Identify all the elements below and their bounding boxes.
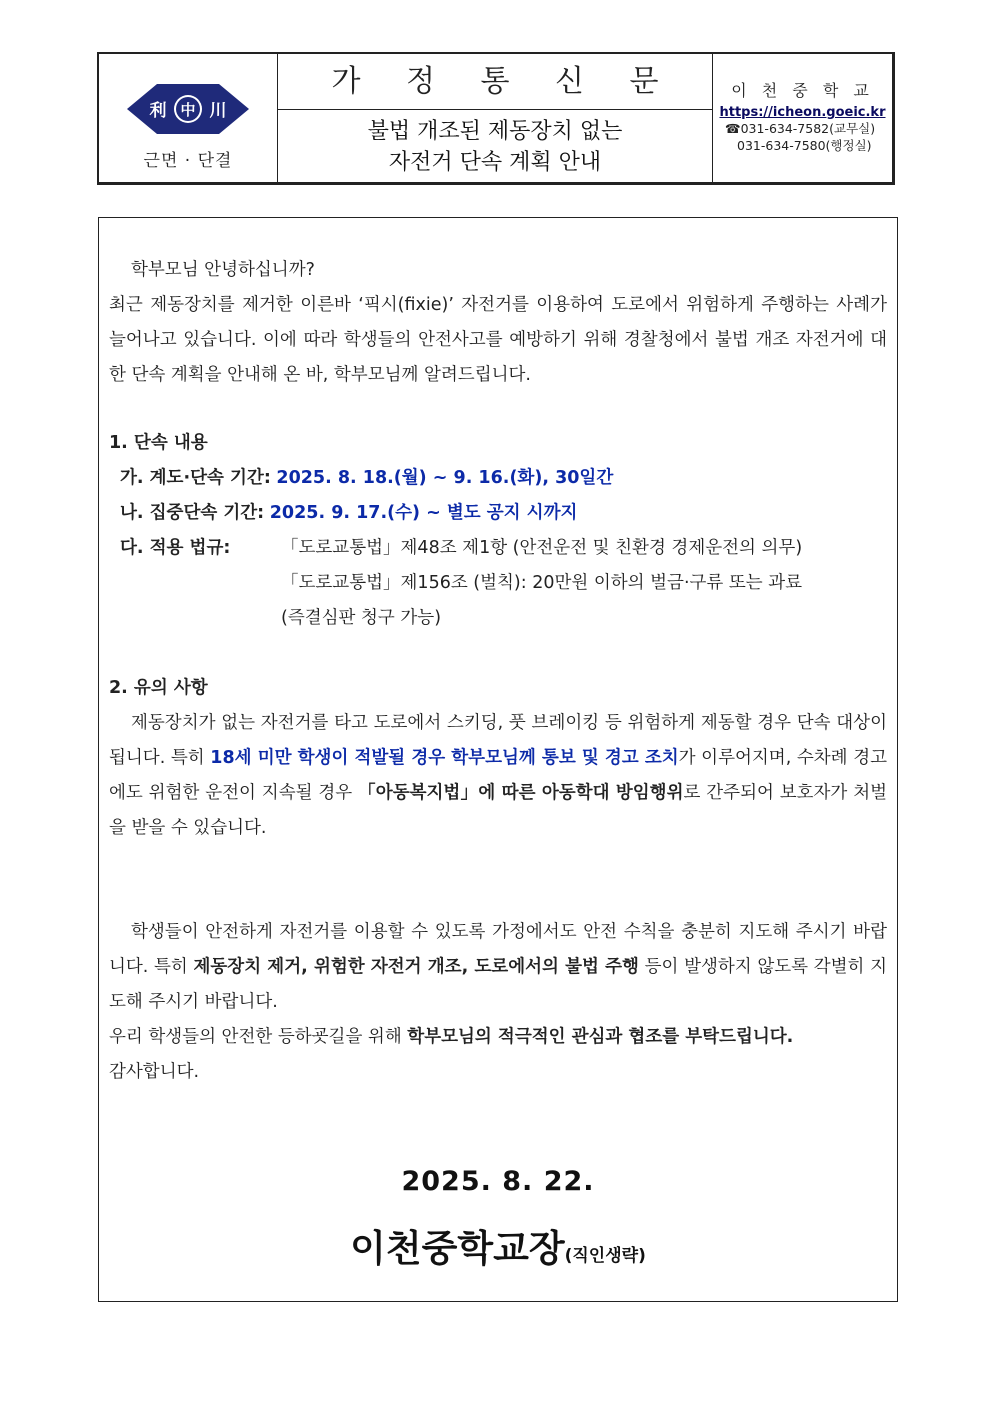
request-highlight: 학부모님의 적극적인 관심과 협조를 부탁드립니다. [407, 1027, 794, 1047]
greeting: 학부모님 안녕하십니까? [131, 260, 315, 280]
law-line-3: (즉결심판 청구 가능) [281, 608, 442, 628]
item-c-label: 다. 적용 법규: [120, 538, 231, 558]
subtitle-line-2: 자전거 단속 계획 안내 [388, 150, 602, 175]
law-line-1: 「도로교통법」제48조 제1항 (안전운전 및 친환경 경제운전의 의무) [281, 538, 803, 558]
school-info-cell [713, 54, 892, 182]
item-applicable-law [109, 531, 887, 636]
notes-text-1: 제동장치가 없는 자전거를 타고 도로에서 스키딩, 풋 브레이킹 등 위험하게 제동할 경우 단속 대상이 됩니다. 특히 [109, 713, 887, 768]
logo-char-left: 利 [149, 101, 167, 121]
logo-char-center: 中 [180, 101, 196, 119]
page-title: 가 정 통 신 문 [278, 54, 712, 110]
school-name: 이 천 중 학 교 [731, 81, 874, 100]
subtitle [278, 110, 712, 178]
issue-date: 2025. 8. 22. [401, 1166, 595, 1197]
title-cell [278, 54, 713, 182]
thanks: 감사합니다. [109, 1062, 200, 1082]
intro-paragraph: 최근 제동장치를 제거한 이른바 ‘픽시(fixie)’ 자전거를 이용하여 도로에서 위험하게 주행하는 사례가 늘어나고 있습니다. 이에 따라 학생들의 안전사고를 예방하기 위해 경찰청에서 불법 개조 자전거에 대한 단속 계획을 안내해 온 바, 학부모님께 알려드립니다. [109, 295, 887, 385]
logo-char-right: 川 [209, 101, 227, 121]
request-paragraph [109, 1020, 887, 1055]
logo-cell [99, 54, 278, 182]
notes-paragraph [109, 706, 887, 846]
section-enforcement [109, 426, 887, 636]
seal-note: (직인생략) [564, 1246, 646, 1266]
section2-heading: 2. 유의 사항 [109, 678, 208, 698]
notes-highlight-minor: 18세 미만 학생이 적발될 경우 학부모님께 통보 및 경고 조치 [210, 748, 679, 768]
closing-text-1: 학생들이 안전하게 자전거를 이용할 수 있도록 가정에서도 안전 수칙을 충분히 지도해 주시기 바랍니다. 특히 [109, 922, 887, 977]
item-intensive-period [109, 496, 887, 531]
item-a-label: 가. 계도·단속 기간: [120, 468, 271, 488]
school-motto: 근면 · 단결 [143, 151, 233, 171]
item-a-value: 2025. 8. 18.(월) ~ 9. 16.(화), 30일간 [276, 468, 614, 488]
item-b-label: 나. 집중단속 기간: [120, 503, 265, 523]
notes-text-3: 로 간주되어 보호자가 처벌을 받을 수 있습니다. [109, 783, 887, 838]
item-guidance-period [109, 461, 887, 496]
closing-text-2: 등이 발생하지 않도록 각별히 지도해 주시기 바랍니다. [109, 957, 887, 1012]
phone-academic-office: ☎031-634-7582(교무실) [725, 121, 876, 136]
signature [99, 1218, 897, 1272]
letter-header [97, 52, 895, 185]
item-b-value: 2025. 9. 17.(수) ~ 별도 공지 시까지 [269, 503, 578, 523]
notes-text-2: 가 이루어지며, 수차례 경고에도 위험한 운전이 지속될 경우 [109, 748, 887, 803]
intro [109, 253, 887, 393]
closing [109, 915, 887, 1090]
section-notes [109, 671, 887, 846]
closing-paragraph [109, 915, 887, 1020]
phone-admin-office: 031-634-7580(행정실) [737, 138, 872, 153]
request-text: 우리 학생들의 안전한 등하굣길을 위해 [109, 1027, 408, 1047]
subtitle-line-1: 불법 개조된 제동장치 없는 [367, 119, 623, 144]
school-website-link[interactable]: https://icheon.goeic.kr [719, 105, 886, 120]
letter-body [98, 217, 898, 1302]
law-line-2: 「도로교통법」제156조 (벌칙): 20만원 이하의 벌금·구류 또는 과료 [281, 573, 803, 593]
school-logo [125, 80, 251, 138]
closing-highlight: 제동장치 제거, 위험한 자전거 개조, 도로에서의 불법 주행 [193, 957, 639, 977]
section1-heading: 1. 단속 내용 [109, 433, 208, 453]
notes-highlight-law: 「아동복지법」에 따른 아동학대 방임행위 [358, 783, 684, 803]
signer-name: 이천중학교장 [350, 1227, 565, 1270]
